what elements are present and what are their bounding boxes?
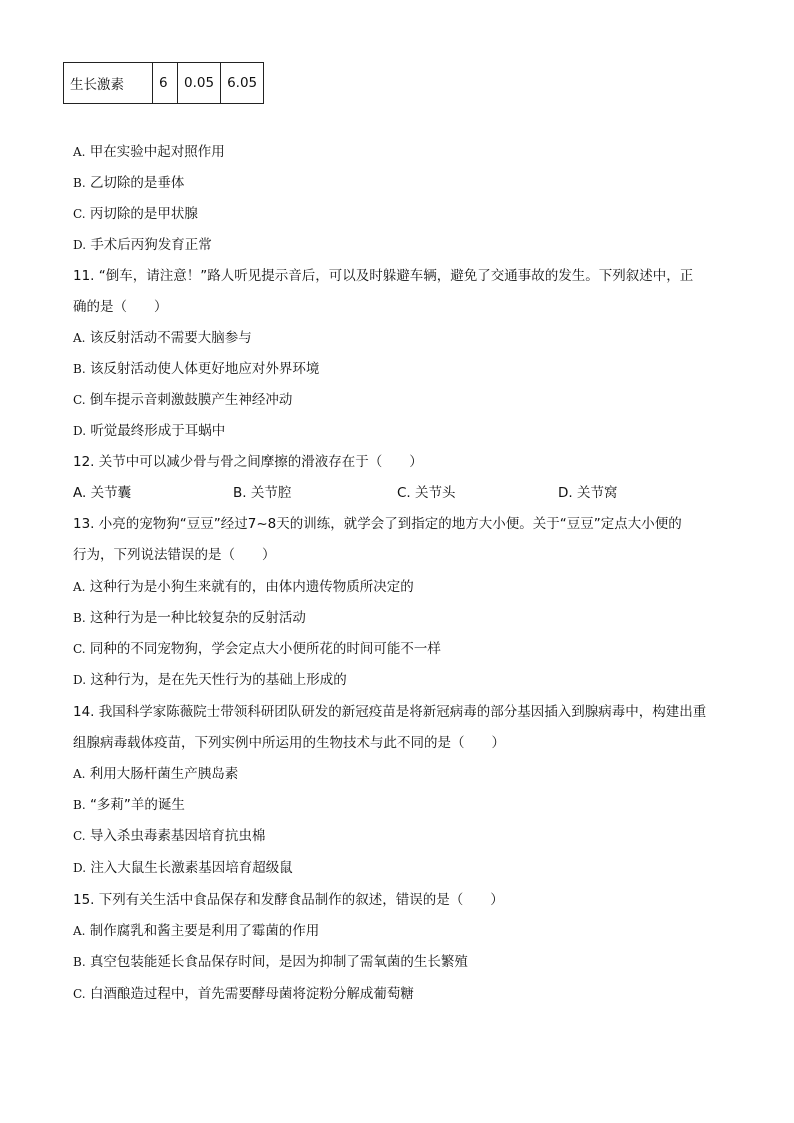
option-label: D. xyxy=(558,485,573,501)
option-text: 注入大鼠生长激素基因培育超级鼠 xyxy=(90,860,293,876)
option-label: C. xyxy=(73,207,86,221)
table-cell: 6.05 xyxy=(221,63,264,104)
option-text: 听觉最终形成于耳蜗中 xyxy=(90,423,226,439)
option-label: D. xyxy=(73,424,87,438)
option-text: 导入杀虫毒素基因培育抗虫棉 xyxy=(89,828,266,844)
question-13-stem: 13. 小亮的宠物狗“豆豆”经过7~8天的训练，就学会了到指定的地方大小便。关于“豆豆”定点大小便的 xyxy=(73,516,682,532)
option-text: “多莉”羊的诞生 xyxy=(89,797,185,813)
option-text: 同种的不同宠物狗，学会定点大小便所花的时间可能不一样 xyxy=(89,641,441,657)
option-label: C. xyxy=(73,642,86,656)
option-q15-b xyxy=(73,953,468,971)
option-label: B. xyxy=(73,611,86,625)
option-q10-c xyxy=(73,205,198,223)
option-q14-b xyxy=(73,796,185,814)
option-label: B. xyxy=(73,176,86,190)
question-15-stem: 15. 下列有关生活中食品保存和发酵食品制作的叙述，错误的是（ ） xyxy=(73,892,504,908)
option-q15-c xyxy=(73,985,414,1003)
option-label: D. xyxy=(73,238,87,252)
question-14-stem-cont: 组腺病毒载体疫苗，下列实例中所运用的生物技术与此不同的是（ ） xyxy=(73,735,505,751)
option-label: A. xyxy=(73,580,86,594)
option-label: C. xyxy=(73,393,86,407)
option-text: 关节窝 xyxy=(576,485,618,501)
option-q13-c xyxy=(73,640,441,658)
option-text: 手术后丙狗发育正常 xyxy=(90,237,212,253)
hormone-table xyxy=(63,62,264,104)
option-text: 关节囊 xyxy=(90,485,132,501)
table-row xyxy=(64,63,264,104)
option-text: 关节头 xyxy=(415,485,456,501)
option-label: B. xyxy=(73,362,86,376)
option-label: B. xyxy=(73,798,86,812)
option-text: 该反射活动使人体更好地应对外界环境 xyxy=(89,361,320,377)
option-q15-a xyxy=(73,922,319,940)
option-q13-d xyxy=(73,671,347,689)
option-text: 白酒酿造过程中，首先需要酵母菌将淀粉分解成葡萄糖 xyxy=(89,986,414,1002)
option-q14-d xyxy=(73,859,293,877)
option-q14-a xyxy=(73,765,238,783)
option-q12-b xyxy=(233,484,291,502)
option-label: C. xyxy=(73,829,86,843)
option-text: 丙切除的是甲状腺 xyxy=(89,206,198,222)
option-text: 甲在实验中起对照作用 xyxy=(89,144,225,160)
option-label: A. xyxy=(73,485,87,501)
question-13-stem-cont: 行为，下列说法错误的是（ ） xyxy=(73,547,276,563)
question-12-options xyxy=(73,484,723,502)
option-q11-a xyxy=(73,329,252,347)
option-q12-d xyxy=(558,484,617,502)
option-label: A. xyxy=(73,924,86,938)
option-label: B. xyxy=(233,485,247,501)
option-text: 制作腐乳和酱主要是利用了霉菌的作用 xyxy=(89,923,320,939)
option-text: 这种行为是小狗生来就有的，由体内遗传物质所决定的 xyxy=(89,579,414,595)
question-11-stem: 11. “倒车，请注意！”路人听见提示音后，可以及时躲避车辆，避免了交通事故的发生。下列叙述中，正 xyxy=(73,268,694,284)
option-q11-b xyxy=(73,360,319,378)
option-label: C. xyxy=(73,987,86,1001)
table-cell: 6 xyxy=(153,63,178,104)
table-cell: 0.05 xyxy=(178,63,221,104)
option-label: A. xyxy=(73,145,86,159)
option-q10-d xyxy=(73,236,212,254)
option-q11-c xyxy=(73,391,292,409)
option-label: D. xyxy=(73,673,87,687)
question-11-stem-cont: 确的是（ ） xyxy=(73,299,168,315)
option-text: 这种行为是一种比较复杂的反射活动 xyxy=(89,610,306,626)
option-text: 乙切除的是垂体 xyxy=(89,175,185,191)
table-cell: 生长激素 xyxy=(64,63,153,104)
option-q13-a xyxy=(73,578,414,596)
option-label: D. xyxy=(73,861,87,875)
option-q13-b xyxy=(73,609,306,627)
option-text: 关节腔 xyxy=(250,485,292,501)
option-label: A. xyxy=(73,331,86,345)
option-text: 倒车提示音刺激鼓膜产生神经冲动 xyxy=(89,392,293,408)
option-q12-c xyxy=(397,484,456,502)
option-text: 真空包装能延长食品保存时间，是因为抑制了需氧菌的生长繁殖 xyxy=(89,954,468,970)
option-text: 利用大肠杆菌生产胰岛素 xyxy=(89,766,239,782)
option-q11-d xyxy=(73,422,225,440)
option-label: B. xyxy=(73,955,86,969)
question-12-stem: 12. 关节中可以减少骨与骨之间摩擦的滑液存在于（ ） xyxy=(73,454,423,470)
option-q14-c xyxy=(73,827,265,845)
option-q12-a xyxy=(73,484,131,502)
option-q10-b xyxy=(73,174,184,192)
question-14-stem: 14. 我国科学家陈薇院士带领科研团队研发的新冠疫苗是将新冠病毒的部分基因插入到腺病毒中，构建出重 xyxy=(73,704,707,720)
option-q10-a xyxy=(73,143,225,161)
option-text: 这种行为，是在先天性行为的基础上形成的 xyxy=(90,672,347,688)
option-label: C. xyxy=(397,485,411,501)
option-label: A. xyxy=(73,767,86,781)
option-text: 该反射活动不需要大脑参与 xyxy=(89,330,252,346)
